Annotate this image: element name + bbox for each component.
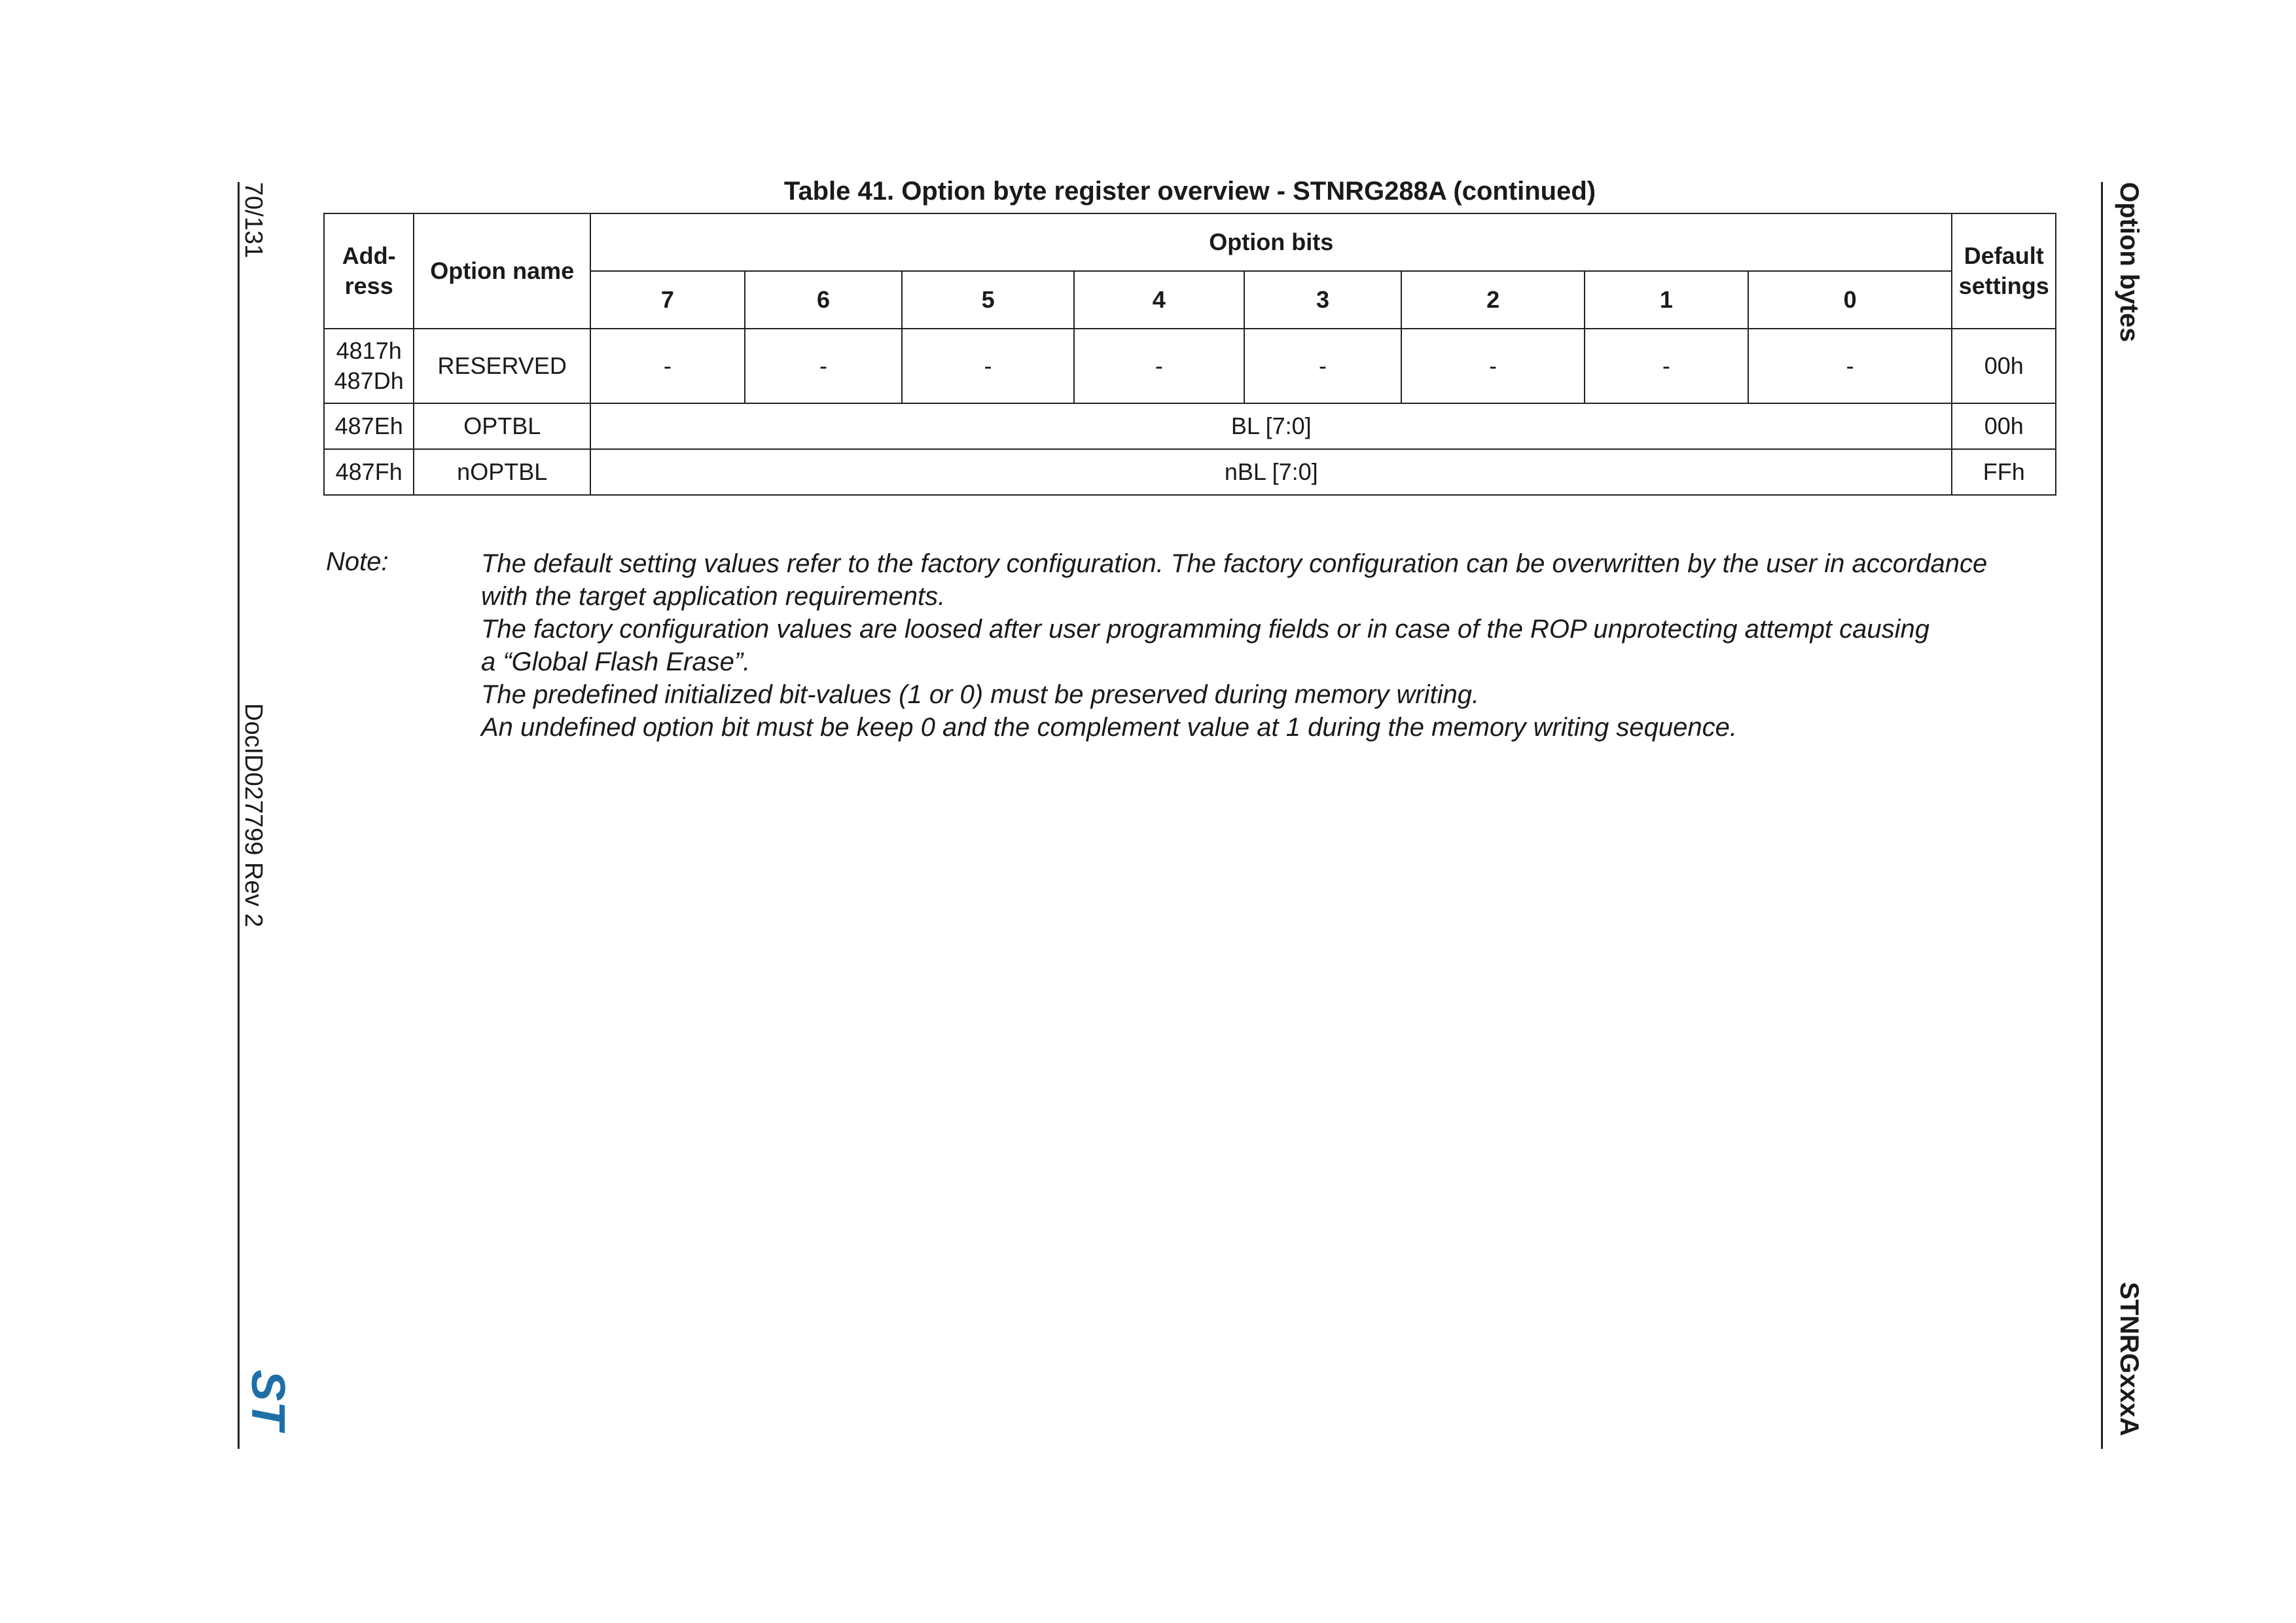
header-bit-0: 0 xyxy=(1748,271,1952,329)
page-number: 70/131 xyxy=(240,182,267,259)
cell-bit: - xyxy=(1748,329,1952,403)
cell-option-name: nOPTBL xyxy=(414,449,590,495)
header-bit-1: 1 xyxy=(1585,271,1748,329)
note-line: The factory configuration values are loosed after user programming fields or in case of the ROP unprotecting attempt causing xyxy=(481,615,1930,644)
header-address: Add- ress xyxy=(324,213,414,329)
note-label: Note: xyxy=(326,547,389,576)
section-title: Option bytes xyxy=(2115,182,2144,342)
note-line: The default setting values refer to the factory configuration. The factory configuration can be overwritten by the user in accordance xyxy=(481,549,1988,578)
option-byte-table xyxy=(323,213,2056,496)
logo-text: ST xyxy=(242,1369,294,1431)
header-bit-3: 3 xyxy=(1244,271,1402,329)
cell-option-name: OPTBL xyxy=(414,403,590,449)
header-bit-7: 7 xyxy=(590,271,745,329)
cell-bit: - xyxy=(1401,329,1585,403)
note-line: An undefined option bit must be keep 0 and the complement value at 1 during the memory writing sequence. xyxy=(481,713,1737,742)
cell-address: 487Fh xyxy=(324,449,414,495)
cell-default: 00h xyxy=(1952,403,2056,449)
right-margin-rule xyxy=(2101,182,2103,1449)
note-body xyxy=(481,547,2065,744)
header-option-bits: Option bits xyxy=(590,213,1952,271)
document-id: DocID027799 Rev 2 xyxy=(240,703,267,928)
header-bit-6: 6 xyxy=(745,271,903,329)
cell-bit: - xyxy=(1074,329,1244,403)
st-logo-icon xyxy=(242,1360,294,1439)
address-line: 487Dh xyxy=(334,367,404,394)
header-option-name: Option name xyxy=(414,213,590,329)
product-name: STNRGxxxA xyxy=(2115,1282,2144,1436)
cell-bit: - xyxy=(902,329,1074,403)
cell-option-name: RESERVED xyxy=(414,329,590,403)
header-bit-4: 4 xyxy=(1074,271,1244,329)
table-row xyxy=(324,403,2056,449)
cell-bit: - xyxy=(1585,329,1748,403)
header-default-settings: Default settings xyxy=(1952,213,2056,329)
cell-address: 487Eh xyxy=(324,403,414,449)
cell-bit: - xyxy=(745,329,903,403)
table-row xyxy=(324,449,2056,495)
cell-bits-span: nBL [7:0] xyxy=(590,449,1952,495)
cell-bits-span: BL [7:0] xyxy=(590,403,1952,449)
table-caption: Table 41. Option byte register overview - STNRG288A (continued) xyxy=(783,177,1596,206)
cell-default: FFh xyxy=(1952,449,2056,495)
header-bit-2: 2 xyxy=(1401,271,1585,329)
cell-default: 00h xyxy=(1952,329,2056,403)
address-line: 4817h xyxy=(336,337,402,364)
header-bit-5: 5 xyxy=(902,271,1074,329)
cell-address xyxy=(324,329,414,403)
cell-bit: - xyxy=(590,329,745,403)
table-header-row xyxy=(324,213,2056,271)
table-row xyxy=(324,329,2056,403)
cell-bit: - xyxy=(1244,329,1402,403)
note-line: a “Global Flash Erase”. xyxy=(481,647,751,676)
note-line: The predefined initialized bit-values (1 or 0) must be preserved during memory writing. xyxy=(481,680,1480,709)
note-line: with the target application requirements. xyxy=(481,582,946,611)
